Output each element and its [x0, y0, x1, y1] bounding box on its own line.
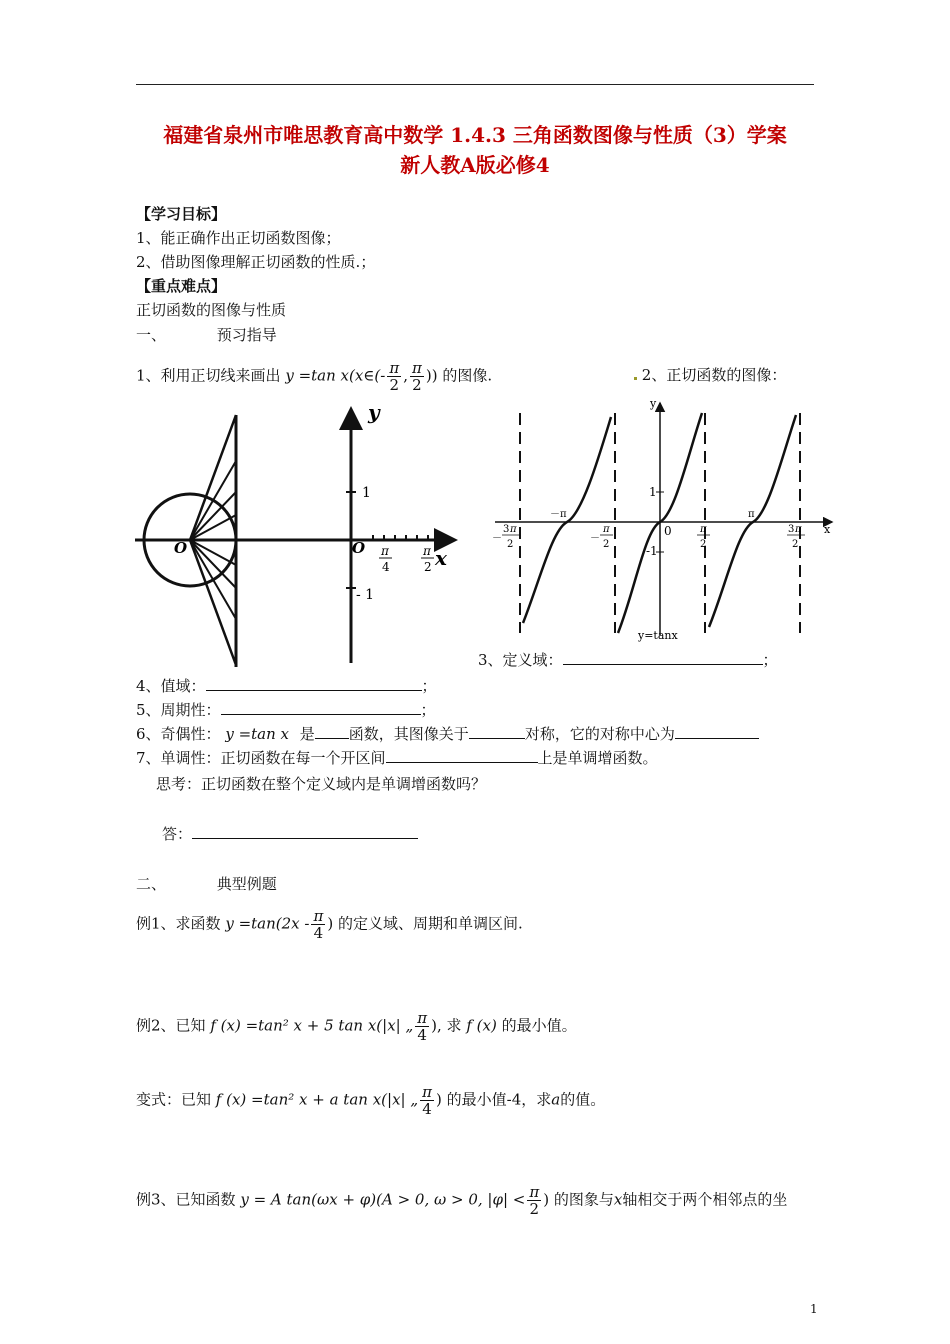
fig2-three-1: 3: [503, 524, 510, 535]
q2-text: 2、正切函数的图像：: [641, 366, 787, 384]
page-number: 1: [810, 1302, 818, 1316]
tan-branch-left: [523, 417, 611, 623]
domain-answer-blank[interactable]: [563, 650, 763, 665]
fig1-x-label: x: [435, 546, 447, 570]
fig2-two-1: 2: [507, 539, 514, 550]
goal-1: 1、能正确作出正切函数图像；: [136, 229, 341, 247]
question-2: [634, 365, 786, 385]
doc-title-line2: 新人教A版必修4: [400, 153, 550, 177]
q1-prefix: 1、利用正切线来画出: [136, 366, 281, 385]
parity-answer-blank[interactable]: [315, 724, 349, 739]
fig2-three-4: 3: [788, 524, 795, 535]
think-question: 思考：正切函数在整个定义域内是单调增函数吗？: [156, 775, 487, 793]
q1-frac-neg-pi-half: $\frac{\pi}{2}$: [389, 359, 400, 394]
fig2-pi-3: π: [700, 524, 707, 535]
section-2-title: 典型例题: [216, 875, 277, 893]
symmetry-answer-blank[interactable]: [469, 724, 525, 739]
fig2-two-2: 2: [603, 539, 610, 550]
tan-branch-right: [709, 415, 799, 627]
fig2-two-3: 2: [700, 539, 707, 550]
fig1-y-label: y: [368, 400, 380, 424]
goal-2: 2、借助图像理解正切函数的性质.；: [136, 253, 376, 271]
question-4: 4、值域： ；: [136, 677, 437, 695]
tangent-graph-figure: [490, 395, 838, 645]
section-2-heading: [136, 874, 277, 894]
fig2-x-label: x: [824, 523, 831, 536]
fig2-neg-sign-1: －: [492, 533, 502, 544]
fig1-pi-quarter-den: 4: [382, 560, 390, 574]
tangent-line-construction-figure: [130, 395, 465, 673]
think-answer-blank[interactable]: [192, 824, 418, 839]
question-7: 7、单调性：正切函数在每一个开区间 上是单调增函数。: [136, 749, 658, 767]
center-answer-blank[interactable]: [675, 724, 759, 739]
fig2-neg-pi-label: －π: [550, 509, 567, 520]
fig1-one-label: 1: [362, 485, 371, 501]
question-1: 1、利用正切线来画出 y =tan x(x∈(- $\frac{\pi}{2}$ , $\frac{\pi}{2}$ )) 的图像.: [136, 359, 493, 394]
fig2-pi-2: π: [603, 524, 610, 535]
goals-heading: 【学习目标】: [136, 205, 227, 223]
period-answer-blank[interactable]: [221, 700, 421, 715]
key-heading: 【重点难点】: [136, 277, 227, 295]
fig2-pi-4: π: [795, 524, 802, 535]
fig1-pi-half-den: 2: [424, 560, 432, 574]
section-1-number: 一、: [136, 326, 167, 344]
fig2-caption: y=tanx: [638, 629, 678, 642]
example-3: 例3、已知函数 y = A tan(ωx + φ)(A > 0, ω > 0, |φ| < $\frac{\pi}{2}$ ) 的图象与x轴相交于两个相邻点的坐: [136, 1183, 788, 1218]
question-3: 3、定义域： ；: [478, 651, 778, 669]
question-5: 5、周期性： ；: [136, 701, 436, 719]
fig2-pi-1: π: [510, 524, 517, 535]
q1-frac-pi-half: $\frac{\pi}{2}$: [411, 359, 422, 394]
q1-suffix: 的图像.: [442, 366, 493, 385]
question-6: 6、奇偶性： y =tan x 是 函数，其图像关于 对称，它的对称中心为: [136, 724, 759, 744]
fig1-pi-half-num: π: [423, 544, 431, 558]
fig2-one-label: 1: [649, 485, 657, 499]
section-2-number: 二、: [136, 875, 167, 893]
variant-question: 变式：已知 f (x) =tan² x + a tan x(|x| „ $\frac{\pi}{4}$ ) 的最小值-4，求a的值。: [136, 1083, 606, 1118]
section-1-title: 预习指导: [216, 326, 277, 344]
fig1-pi-quarter-num: π: [381, 544, 389, 558]
fig2-two-4: 2: [792, 539, 799, 550]
fig1-origin-label: O: [352, 539, 366, 557]
fig2-neg-sign-2: －: [590, 533, 600, 544]
fig2-pi-label: π: [748, 509, 755, 520]
fig1-neg-one-label: - 1: [356, 587, 375, 603]
fig2-zero-label: 0: [664, 524, 672, 538]
section-1-heading: [136, 325, 277, 345]
fig2-y-label: y: [650, 397, 657, 410]
fig2-neg-one-label: -1: [646, 544, 658, 558]
mark-dot: [634, 377, 637, 380]
header-rule: [136, 84, 814, 85]
example-2: 例2、已知 f (x) =tan² x + 5 tan x(|x| „ $\frac{\pi}{4}$ ), 求 f (x) 的最小值。: [136, 1009, 577, 1044]
fig1-circle-center-label: O: [174, 539, 188, 557]
range-answer-blank[interactable]: [206, 676, 422, 691]
doc-title-line1: 福建省泉州市唯思教育高中数学 1.4.3 三角函数图像与性质（3）学案: [163, 123, 787, 147]
key-text: 正切函数的图像与性质: [136, 301, 287, 319]
answer-line: 答：: [162, 824, 418, 844]
example-1: 例1、求函数 y =tan(2x - $\frac{\pi}{4}$ ) 的定义域、周期和单调区间.: [136, 907, 523, 942]
interval-answer-blank[interactable]: [386, 748, 538, 763]
q1-formula: y =tan x(x∈(-: [285, 366, 386, 385]
